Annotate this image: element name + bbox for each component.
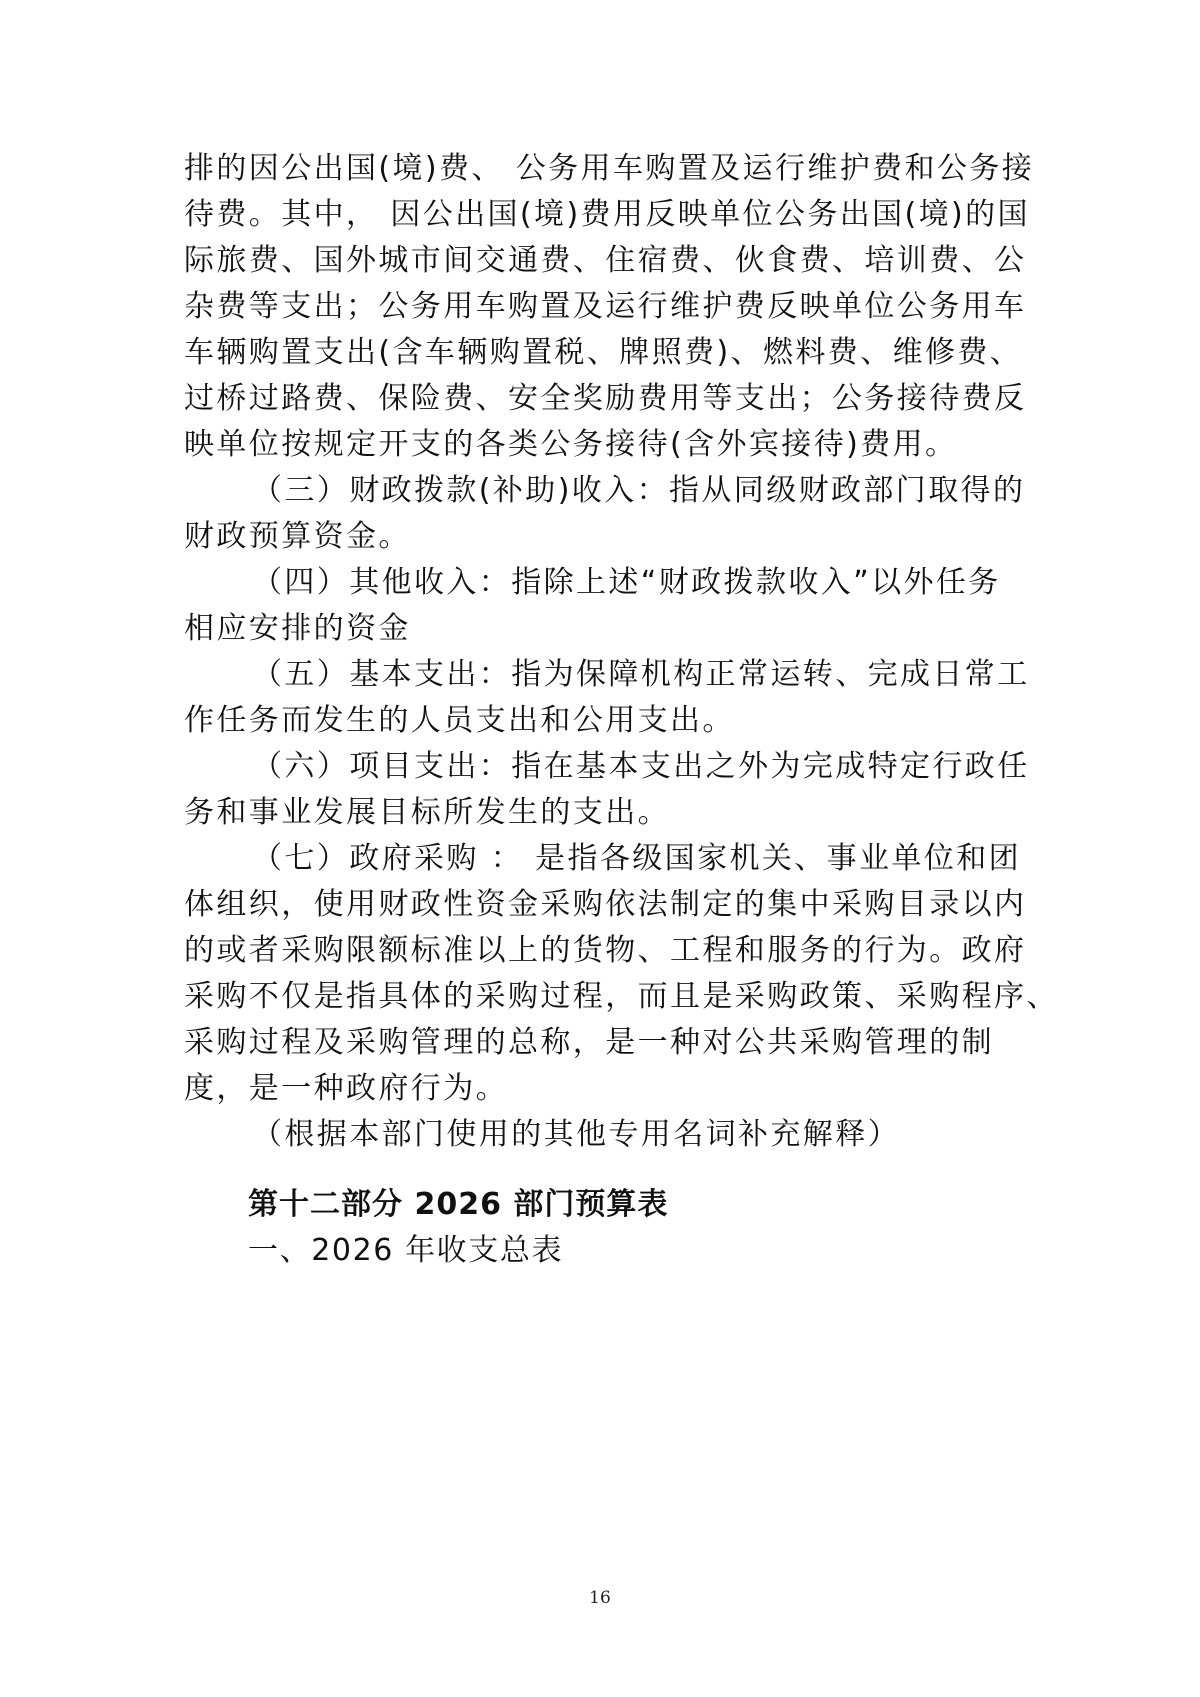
body-line: 排的因公出国(境)费、 公务用车购置及运行维护费和公务接 [184, 151, 1035, 186]
body-line: 采购不仅是指具体的采购过程，而且是采购政策、采购程序、 [184, 979, 1059, 1014]
paragraph-start-line: （六）项目支出：指在基本支出之外为完成特定行政任 [252, 749, 1030, 784]
page-number: 16 [589, 1588, 611, 1608]
sub-heading: 一、2026 年收支总表 [248, 1233, 564, 1268]
document-body [184, 146, 1059, 1274]
paragraph-start-line: （三）财政拨款(补助)收入：指从同级财政部门取得的 [252, 473, 1026, 508]
body-line: 待费。其中， 因公出国(境)费用反映单位公务出国(境)的国 [184, 197, 1030, 232]
paragraph-start-line: （四）其他收入：指除上述“财政拨款收入”以外任务 [252, 565, 1001, 600]
body-line: 采购过程及采购管理的总称，是一种对公共采购管理的制 [184, 1025, 994, 1060]
section-heading: 第十二部分 2026 部门预算表 [248, 1187, 669, 1222]
body-line: 相应安排的资金 [184, 611, 411, 646]
paragraph-start-line: （根据本部门使用的其他专用名词补充解释） [252, 1117, 900, 1152]
body-line: 务和事业发展目标所发生的支出。 [184, 795, 670, 830]
body-line: 财政预算资金。 [184, 519, 411, 554]
paragraph-start-line: （七）政府采购 ： 是指各级国家机关、事业单位和团 [252, 841, 1022, 876]
body-line: 映单位按规定开支的各类公务接待(含外宾接待)费用。 [184, 427, 958, 462]
body-line: 的或者采购限额标准以上的货物、工程和服务的行为。政府 [184, 933, 1027, 968]
body-line: 杂费等支出；公务用车购置及运行维护费反映单位公务用车 [184, 289, 1027, 324]
body-line: 作任务而发生的人员支出和公用支出。 [184, 703, 735, 738]
paragraph-start-line: （五）基本支出：指为保障机构正常运转、完成日常工 [252, 657, 1030, 692]
body-line: 体组织，使用财政性资金采购依法制定的集中采购目录以内 [184, 887, 1027, 922]
body-line: 际旅费、国外城市间交通费、住宿费、伙食费、培训费、公 [184, 243, 1027, 278]
body-line: 车辆购置支出(含车辆购置税、牌照费)、燃料费、维修费、 [184, 335, 1023, 370]
body-line: 度，是一种政府行为。 [184, 1071, 508, 1106]
body-line: 过桥过路费、保险费、安全奖励费用等支出；公务接待费反 [184, 381, 1027, 416]
